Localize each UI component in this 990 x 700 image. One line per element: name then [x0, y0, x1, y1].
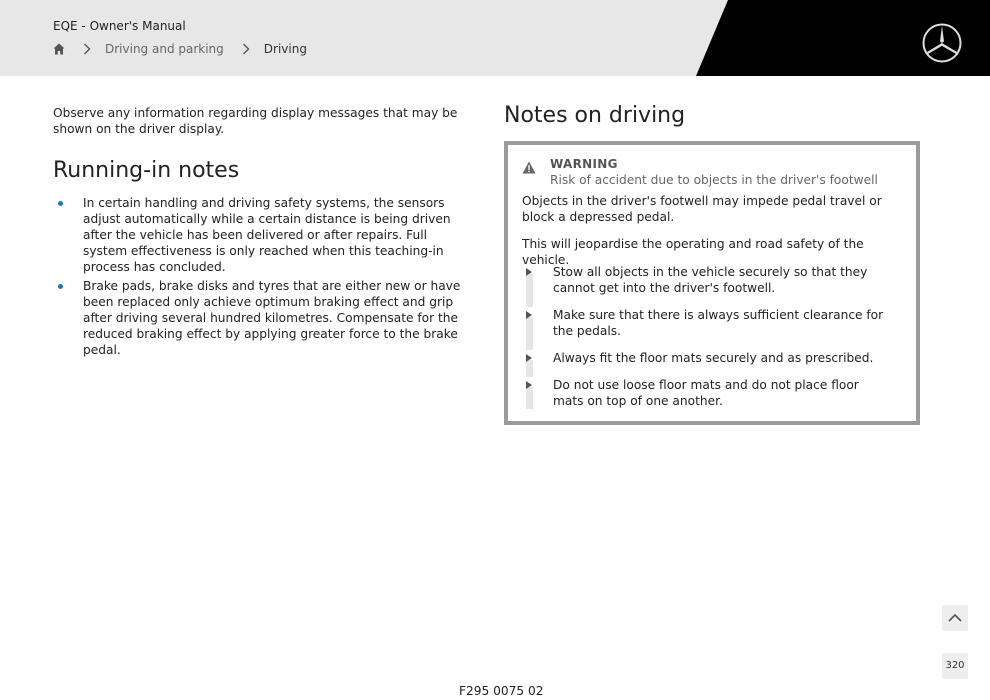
action-bar	[526, 387, 533, 409]
action-text: Do not use loose floor mats and do not place floor mats on top of one another.	[553, 378, 859, 408]
warning-text: Objects in the driver's footwell may impede pedal travel or block a depressed pedal.	[522, 194, 882, 224]
warning-actions	[522, 264, 892, 420]
action-bar	[526, 317, 533, 350]
breadcrumb	[53, 42, 307, 56]
play-arrow-icon	[526, 311, 532, 319]
warning-risk: Risk of accident due to objects in the driver's footwell	[550, 173, 878, 187]
running-in-list	[53, 195, 467, 361]
scroll-to-top-button[interactable]	[942, 605, 968, 631]
action-bar	[526, 360, 533, 377]
action-text: Make sure that there is always sufficient clearance for the pedals.	[553, 308, 884, 338]
chevron-right-icon	[242, 43, 250, 55]
breadcrumb-current-driving: Driving	[263, 42, 307, 56]
page-number: 320	[942, 653, 968, 679]
action-bar	[526, 274, 533, 307]
warning-box	[504, 141, 920, 425]
notes-on-driving-heading: Notes on driving	[504, 103, 686, 128]
warning-triangle-icon	[522, 161, 536, 174]
action-item	[522, 350, 892, 366]
action-item	[522, 264, 892, 296]
page-header	[0, 0, 990, 76]
play-arrow-icon	[526, 268, 532, 276]
breadcrumb-link-driving-and-parking[interactable]: Driving and parking	[105, 42, 224, 56]
action-text: Always fit the floor mats securely and as prescribed.	[553, 351, 874, 365]
bullet-dot	[58, 201, 63, 206]
play-arrow-icon	[526, 381, 532, 389]
document-title: EQE - Owner's Manual	[53, 19, 186, 33]
action-item	[522, 377, 892, 409]
action-item	[522, 307, 892, 339]
chevron-right-icon	[83, 43, 91, 55]
bullet-dot	[58, 284, 63, 289]
list-item-text: In certain handling and driving safety systems, the sensors adjust automatically while a certain distance is being driven after the vehicle has been delivered or after repairs. Full system effectiveness is only reached when this teaching-in process has concluded.	[83, 196, 451, 274]
home-icon[interactable]	[53, 43, 65, 55]
play-arrow-icon	[526, 354, 532, 362]
action-text: Stow all objects in the vehicle securely so that they cannot get into the driver's footwell.	[553, 265, 868, 295]
footer-code: F295 0075 02	[459, 684, 544, 698]
mercedes-star-logo	[921, 22, 963, 64]
list-item	[53, 195, 467, 275]
chevron-up-icon	[942, 605, 968, 631]
warning-text: This will jeopardise the operating and road safety of the vehicle.	[522, 237, 864, 267]
warning-title: WARNING	[550, 157, 618, 171]
list-item	[53, 278, 467, 358]
list-item-text: Brake pads, brake disks and tyres that are either new or have been replaced only achieve optimum braking effect and grip after driving several hundred kilometres. Compensate for the reduced braking effect by applying greater force to the brake pedal.	[83, 279, 461, 357]
running-in-heading: Running-in notes	[53, 158, 240, 183]
intro-text: Observe any information regarding display messages that may be shown on the driver display.	[53, 106, 458, 136]
